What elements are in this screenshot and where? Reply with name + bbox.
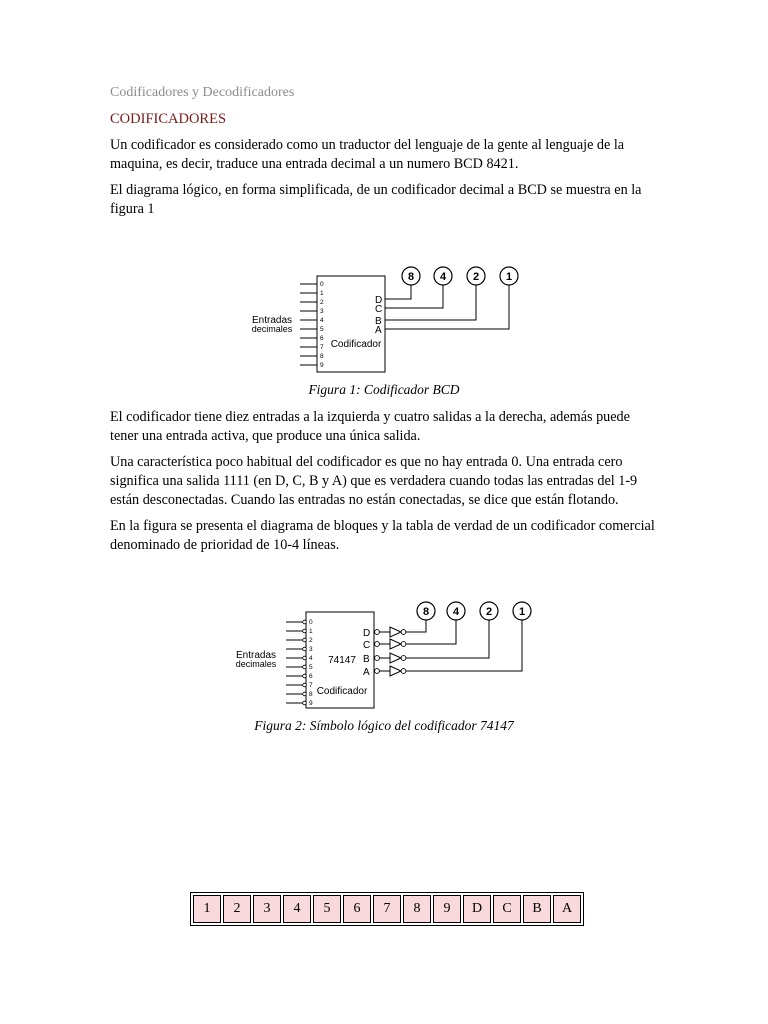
output-lines (375, 267, 518, 336)
figure-2-svg (0, 596, 768, 714)
output-letter: D (375, 295, 383, 306)
input-number: 8 (309, 691, 313, 698)
input-number: 9 (309, 700, 313, 707)
paragraph-74147: En la figura se presenta el diagrama de bloques y la tabla de verdad de un codificador comercial denominado de prioridad de 10-4 líneas. (110, 518, 655, 553)
truth-table-header-cell: 4 (283, 895, 311, 923)
truth-table-header-row (193, 895, 581, 923)
input-inversion-bubble (303, 647, 307, 651)
input-inversion-bubble (303, 620, 307, 624)
output-weight: 8 (407, 271, 415, 283)
truth-table-header-cell: 2 (223, 895, 251, 923)
input-label-line1: Entradas (235, 650, 277, 661)
figure-1-diagram (0, 262, 768, 380)
inverter-bubble (401, 669, 406, 674)
input-number: 0 (309, 619, 313, 626)
output-letter: C (375, 304, 383, 315)
inverter-gate (390, 627, 401, 637)
block-label: Codificador (330, 339, 382, 350)
input-number: 5 (309, 664, 313, 671)
input-number: 3 (320, 308, 324, 315)
inverter-bubble (401, 656, 406, 661)
input-label-line1: Entradas (251, 315, 293, 326)
truth-table-header-cell: B (523, 895, 551, 923)
output-wire (385, 285, 509, 329)
output-weight: 4 (439, 271, 447, 283)
input-number: 0 (320, 281, 324, 288)
truth-table-header-cell: 3 (253, 895, 281, 923)
output-letter: B (363, 654, 370, 665)
block-label: Codificador (316, 686, 368, 697)
output-lines (363, 602, 531, 678)
input-number: 9 (320, 362, 324, 369)
truth-table-header-cell: 5 (313, 895, 341, 923)
inverter-bubble (401, 630, 406, 635)
output-weight: 8 (422, 606, 430, 618)
inverter-bubble (401, 642, 406, 647)
output-weight: 1 (518, 606, 526, 618)
output-letter: D (363, 628, 371, 639)
input-number: 2 (320, 299, 324, 306)
figure-2-caption: Figura 2: Símbolo lógico del codificador 74147 (254, 718, 514, 733)
paragraph-zero-input: Una característica poco habitual del codificador es que no hay entrada 0. Una entrada cero significa una salida 1111 (en D, C, B y A) que es verdadera cuando todas las entradas del 1-9 están desconectadas. Cuando las entradas no están conectadas, se dice que están flotando. (110, 454, 638, 508)
chip-label: 74147 (328, 655, 356, 666)
truth-table-header-cell: 9 (433, 895, 461, 923)
truth-table-header-cell: 1 (193, 895, 221, 923)
input-number: 3 (309, 646, 313, 653)
input-inversion-bubble (303, 674, 307, 678)
output-wire (385, 285, 443, 308)
input-number: 1 (320, 290, 324, 297)
output-wire (406, 620, 426, 632)
input-number: 4 (309, 655, 313, 662)
output-inversion-bubble (375, 656, 380, 661)
section-title: CODIFICADORES (110, 111, 227, 127)
input-number: 2 (309, 637, 313, 644)
input-number: 4 (320, 317, 324, 324)
inverter-gate (390, 653, 401, 663)
input-inversion-bubble (303, 656, 307, 660)
document-page-cont (110, 408, 658, 562)
figure-1-svg (0, 262, 768, 380)
input-number: 1 (309, 628, 313, 635)
input-inversion-bubble (303, 665, 307, 669)
output-inversion-bubble (375, 630, 380, 635)
document-header: Codificadores y Decodificadores (110, 85, 295, 100)
truth-table-header-cell: 6 (343, 895, 371, 923)
input-inversion-bubble (303, 683, 307, 687)
truth-table-header-cell: D (463, 895, 491, 923)
input-number: 5 (320, 326, 324, 333)
output-letter: C (363, 640, 371, 651)
output-inversion-bubble (375, 642, 380, 647)
input-label-line2: decimales (251, 324, 293, 334)
input-number: 7 (309, 682, 313, 689)
paragraph-inputs-outputs: El codificador tiene diez entradas a la izquierda y cuatro salidas a la derecha, además puede tener una entrada activa, que produce una única salida. (110, 409, 630, 444)
figure-1-caption: Figura 1: Codificador BCD (308, 382, 460, 397)
truth-table (190, 892, 584, 926)
input-number: 6 (320, 335, 324, 342)
input-inversion-bubble (303, 692, 307, 696)
truth-table-header-cell: 8 (403, 895, 431, 923)
input-label-line2: decimales (235, 659, 277, 669)
input-inversion-bubble (303, 701, 307, 705)
truth-table-header-cell: C (493, 895, 521, 923)
output-weight: 2 (472, 271, 480, 283)
inverter-gate (390, 639, 401, 649)
output-weight: 1 (505, 271, 513, 283)
document-page (110, 84, 658, 226)
output-letter: A (375, 325, 382, 336)
output-wire (406, 620, 522, 671)
truth-table-header-cell: 7 (373, 895, 401, 923)
output-inversion-bubble (375, 669, 380, 674)
truth-table-header-cell: A (553, 895, 581, 923)
paragraph-diagram-intro: El diagrama lógico, en forma simplificada, de un codificador decimal a BCD se muestra en la figura 1 (110, 182, 642, 217)
input-number: 8 (320, 353, 324, 360)
output-wire (385, 285, 476, 320)
output-letter: B (375, 316, 382, 327)
input-number: 7 (320, 344, 324, 351)
output-wire (406, 620, 489, 658)
inverter-gate (390, 666, 401, 676)
output-letter: A (363, 667, 370, 678)
output-weight: 2 (485, 606, 493, 618)
figure-2-diagram (0, 596, 768, 714)
output-wire (385, 285, 411, 299)
input-inversion-bubble (303, 638, 307, 642)
input-inversion-bubble (303, 629, 307, 633)
input-number: 6 (309, 673, 313, 680)
paragraph-intro: Un codificador es considerado como un traductor del lenguaje de la gente al lenguaje de la maquina, es decir, traduce una entrada decimal a un numero BCD 8421. (110, 137, 625, 172)
output-weight: 4 (452, 606, 460, 618)
